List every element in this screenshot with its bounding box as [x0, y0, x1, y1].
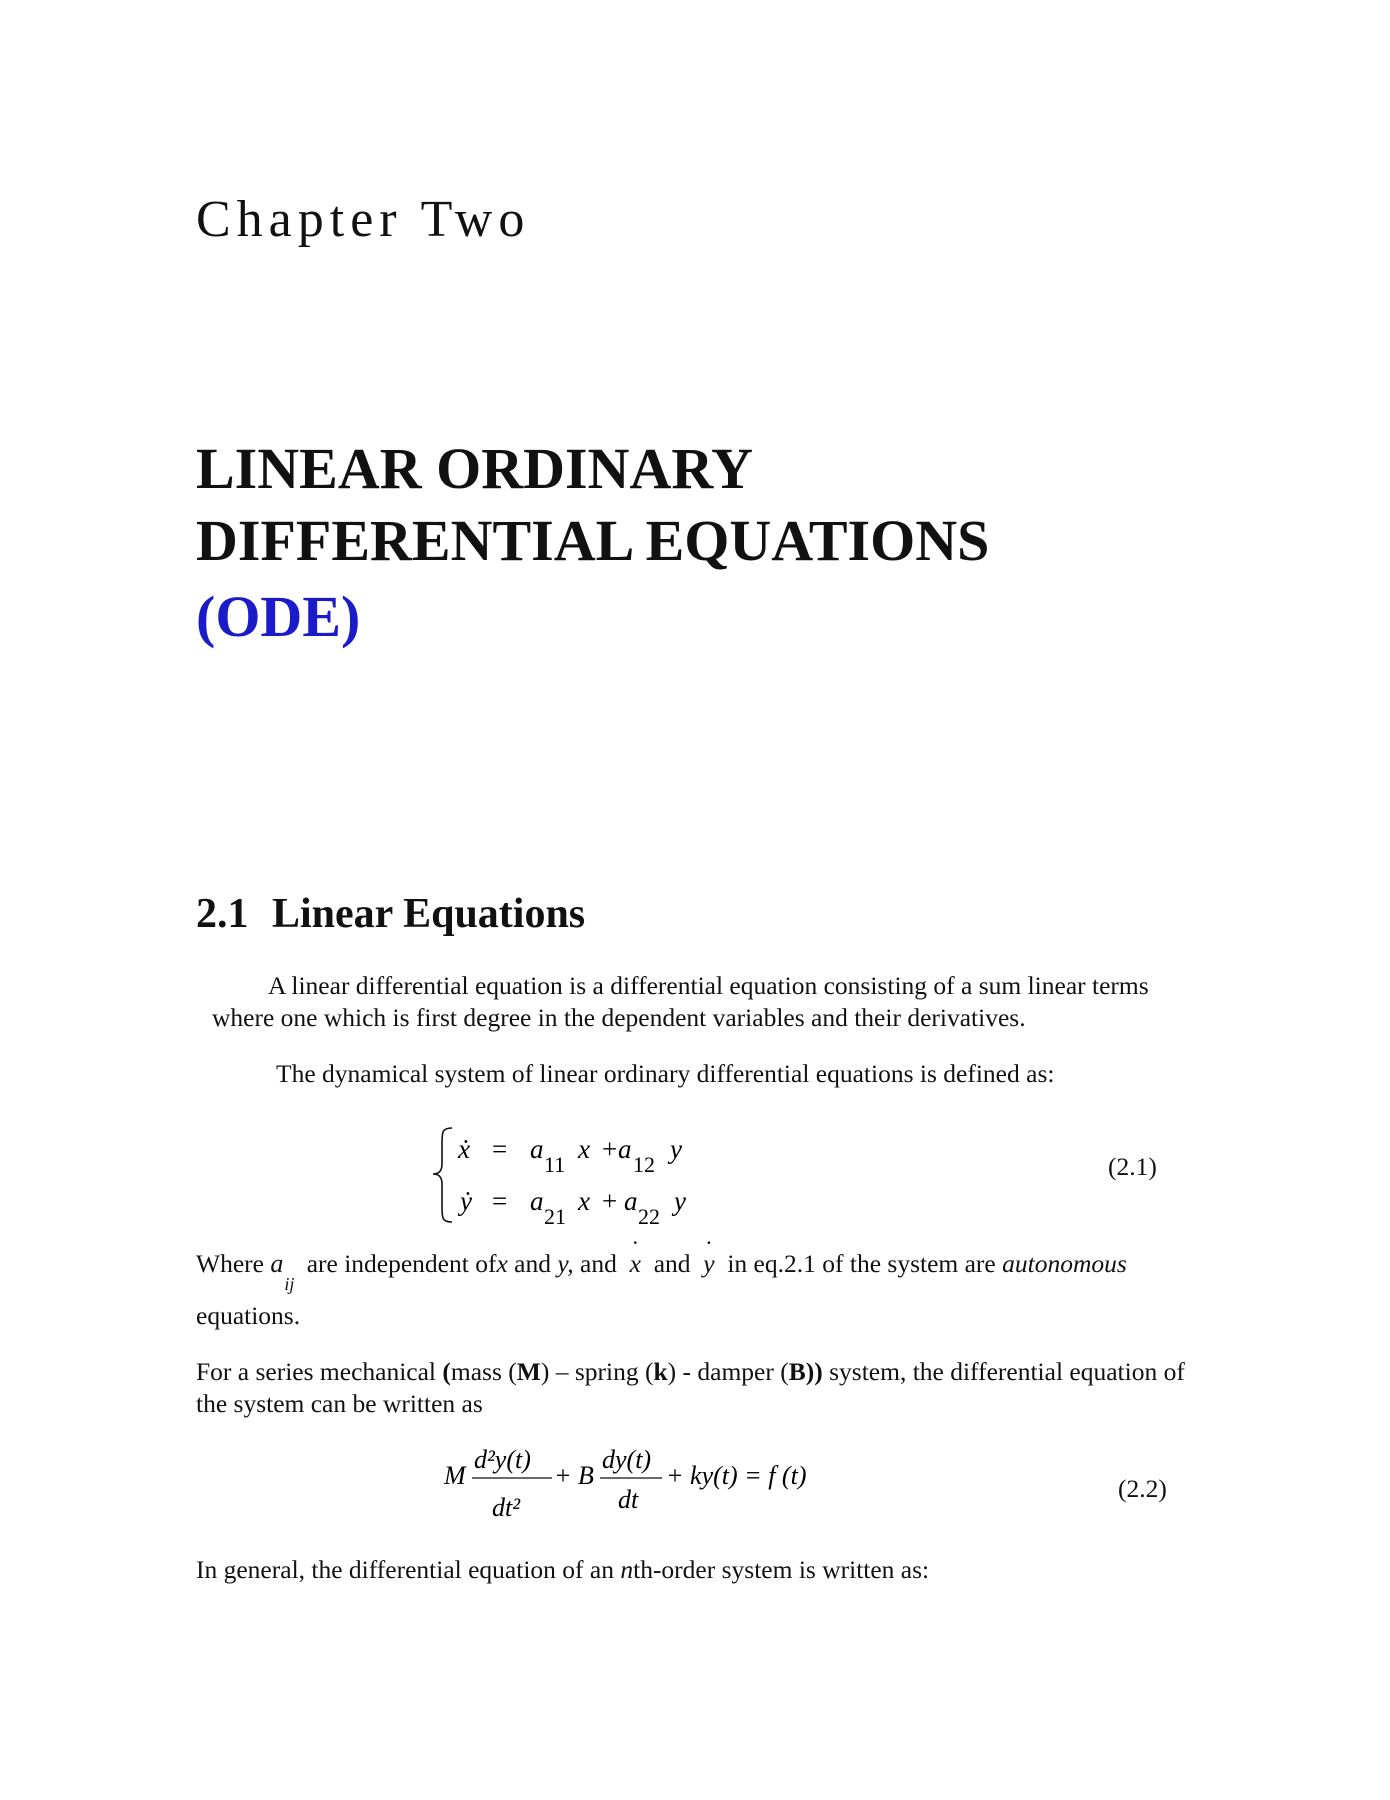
- autonomous-word: autonomous: [1002, 1249, 1127, 1278]
- row1-v1: x: [578, 1134, 590, 1164]
- eq2-num2: dy(t): [602, 1445, 652, 1474]
- row2-s2: 22: [638, 1204, 660, 1229]
- and-2: and: [580, 1249, 617, 1278]
- row1-s1: 11: [544, 1152, 566, 1177]
- y-dot-symbol: y ˙: [703, 1248, 714, 1280]
- damper-symbol: B: [788, 1357, 806, 1386]
- row1-a1: a: [530, 1134, 544, 1164]
- paragraph-2: The dynamical system of linear ordinary differential equations is defined as:: [276, 1059, 1055, 1088]
- p3-text-1: For a series mechanical: [196, 1357, 437, 1386]
- row1-op: +: [602, 1134, 618, 1164]
- ij-subscript: ij: [284, 1274, 295, 1294]
- where-text-1: Where: [196, 1249, 264, 1278]
- p3-bold-paren: (: [442, 1357, 451, 1386]
- equation-number-2-2: (2.2): [1118, 1474, 1167, 1503]
- and-3: and: [653, 1249, 691, 1278]
- p4-text-2: th-order system is written as:: [633, 1555, 930, 1584]
- row1-a2: a: [618, 1134, 632, 1164]
- eq2-den1: dt²: [492, 1493, 521, 1522]
- row2-a2: a: [624, 1186, 638, 1216]
- row2-op: +: [602, 1186, 618, 1216]
- where-text-3: in eq.2.1 of the system are: [727, 1249, 996, 1278]
- paragraph-3-line-1: [196, 1356, 1185, 1388]
- chapter-title-line-1: LINEAR ORDINARY: [196, 436, 754, 501]
- eq2-den2: dt: [618, 1485, 639, 1514]
- section-title: Linear Equations: [272, 891, 586, 937]
- paragraph-3-line-2: the system can be written as: [196, 1389, 483, 1418]
- section-heading: [196, 890, 585, 938]
- section-number: 2.1: [196, 891, 249, 937]
- chapter-heading: Chapter Two: [196, 191, 531, 248]
- where-sentence-line-2: equations.: [196, 1301, 301, 1330]
- equation-brace: [433, 1128, 452, 1222]
- paragraph-1-line-1: A linear differential equation is a differential equation consisting of a sum linear terms: [268, 971, 1149, 1000]
- mass-symbol: M: [516, 1357, 541, 1386]
- a-ij-symbol: [270, 1248, 300, 1294]
- row2-a1: a: [530, 1186, 544, 1216]
- paragraph-1-line-2: where one which is first degree in the dependent variables and their derivatives.: [212, 1003, 1026, 1032]
- p3-text-5: ) - damper (: [667, 1357, 789, 1386]
- chapter-title-line-2: DIFFERENTIAL EQUATIONS: [196, 508, 990, 573]
- and-1: and: [514, 1249, 551, 1278]
- eq2-num1: d²y(t): [474, 1445, 531, 1474]
- row2-v1: x: [578, 1186, 590, 1216]
- eq2-plus-B: + B: [554, 1461, 594, 1490]
- x-symbol: x: [496, 1249, 508, 1278]
- p3-text-7: system, the differential equation of: [829, 1357, 1185, 1386]
- equation-2-2: [440, 1440, 840, 1530]
- row2-lhs: ẏ: [460, 1186, 472, 1216]
- where-sentence: [196, 1248, 1127, 1294]
- row1-s2: 12: [633, 1152, 655, 1177]
- equation-number-2-1: (2.1): [1108, 1152, 1157, 1181]
- a-symbol: a: [270, 1249, 284, 1278]
- n-symbol: n: [620, 1555, 634, 1584]
- paragraph-4: [196, 1554, 929, 1586]
- p3-bold-close: )): [805, 1357, 823, 1386]
- row1-eq: =: [492, 1134, 508, 1164]
- row2-v2: y: [674, 1186, 686, 1216]
- eq2-M: M: [444, 1461, 466, 1490]
- spring-symbol: k: [653, 1357, 668, 1386]
- where-text-2: are independent of: [306, 1249, 497, 1278]
- x-dot-symbol: x ˙: [630, 1248, 641, 1280]
- p4-text-1: In general, the differential equation of an: [196, 1555, 614, 1584]
- chapter-title-line-3: (ODE): [196, 584, 361, 649]
- eq2-tail: + ky(t) = f (t): [666, 1461, 807, 1490]
- row1-lhs: ẋ: [458, 1134, 470, 1164]
- equation-2-1: [430, 1120, 750, 1230]
- row2-eq: =: [492, 1186, 508, 1216]
- row1-v2: y: [670, 1134, 682, 1164]
- y-symbol: y,: [557, 1249, 574, 1278]
- row2-s1: 21: [544, 1204, 566, 1229]
- p3-text-4: ) – spring (: [540, 1357, 654, 1386]
- p3-text-3: mass (: [450, 1357, 517, 1386]
